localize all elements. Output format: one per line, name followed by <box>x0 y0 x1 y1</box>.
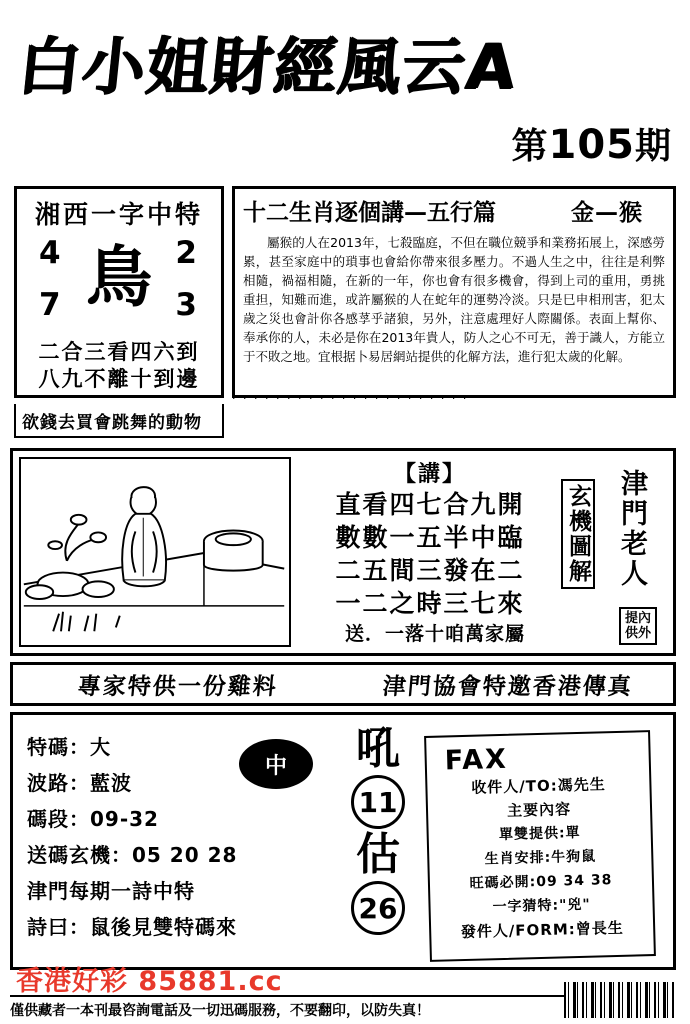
issue-number <box>511 118 672 169</box>
article-title: 十二生肖逐個講—五行篇 <box>243 200 496 226</box>
xiangxi-big-character: 鳥 <box>86 238 152 316</box>
laoren-label: 津門老人 <box>616 469 647 589</box>
zodiac-article <box>232 186 676 398</box>
tip-value: 大 <box>90 735 111 759</box>
howl-ball-bottom: 26 <box>351 881 405 935</box>
footer-disclaimer: 僅供藏者一本刊最咨詢電話及一切迅碼服務，不要翻印，以防失真！ <box>10 995 570 1020</box>
masthead <box>14 28 673 108</box>
verse-block <box>305 457 555 620</box>
tip-row <box>27 909 327 945</box>
xiangxi-line-2: 八九不離十到邊 <box>38 367 200 391</box>
middle-panel <box>10 448 676 656</box>
fax-subject: 主要內容 <box>506 800 572 820</box>
supply-badge: 提內供外 <box>619 607 657 645</box>
seal-icon <box>239 739 313 789</box>
verse-footer: 送．一落十咱萬家屬 <box>344 623 525 645</box>
banner-right-text: 津門協會特邀香港傳真 <box>381 672 635 700</box>
publication-title: 白小姐財經風云A <box>14 30 520 103</box>
article-subtitle: 金—猴 <box>571 200 643 226</box>
verse-line-4: 一二之時三七來 <box>335 589 525 618</box>
banner-left-text: 專家特供一份雞料 <box>76 672 280 700</box>
footer-brand <box>16 959 283 998</box>
tip-value: 鼠後見雙特碼來 <box>90 915 237 939</box>
verse-title: 【講】 <box>393 462 466 487</box>
dot-leader: · · · · · · · · · · · · · · · · · · · · · · <box>232 392 469 405</box>
issue-prefix-label: 第 <box>511 126 549 167</box>
howl-column <box>335 725 421 937</box>
xiangxi-number-4: 3 <box>175 287 197 323</box>
footer-brand-name: 香港好彩 <box>16 966 128 997</box>
xuanji-label: 玄機圖解 <box>561 479 595 589</box>
fax-content <box>424 730 656 955</box>
article-header <box>243 194 665 227</box>
tip-row <box>27 873 327 909</box>
howl-char-top: 吼 <box>356 723 400 774</box>
fax-detail-line: 生肖安排:牛狗鼠 <box>484 848 597 868</box>
verse-line-2: 數數一五半中臨 <box>335 523 525 552</box>
illustration <box>19 457 291 647</box>
fax-detail-line: 一字猜特:"兇" <box>492 896 591 916</box>
tip-value: 05 20 28 <box>132 843 238 867</box>
xiangxi-line-1: 二合三看四六到 <box>38 340 200 364</box>
tip-row <box>27 801 327 837</box>
seal-label: 中 <box>264 752 287 779</box>
fax-detail-line: 單雙提供:單 <box>498 824 581 844</box>
tip-key: 津門每期一詩中特 <box>27 879 195 903</box>
fax-sender: 發件人/FORM:曾長生 <box>460 918 624 942</box>
xiangxi-title: 湘西一字中特 <box>34 200 203 229</box>
xiangxi-number-3: 7 <box>39 287 61 323</box>
tip-row <box>27 837 327 873</box>
riddle-strip: 欲錢去買會跳舞的動物 <box>14 404 224 438</box>
howl-ball-top: 11 <box>351 775 405 829</box>
barcode <box>564 982 676 1018</box>
tip-key: 碼段： <box>27 807 90 831</box>
tip-value: 藍波 <box>90 771 132 795</box>
bottom-panel <box>10 712 676 970</box>
issue-suffix-label: 期 <box>634 126 672 167</box>
article-body: 屬猴的人在2013年，七殺臨庭，不但在職位競爭和業務拓展上，深感勞累，甚至家庭中的瑣事也會給你帶來很多壓力。不過人生之中，往往是利弊相隨，禍福相隨，在新的一年，你也會有很多機會，得到上司的重用，勇挑重担，知難而進，或許屬猴的人在蛇年的運勢冷淡。只是巳申相刑害，犯太歲之災也會計你各感莩乎諸狼，另外，注意處理好人際關係。表面上幫你、奉承你的人，未必是你在2013年貴人，防人之心不可无，善于識人，方能立于不敗之地。宜根据卜易居網站提供的化解方法，進行犯太歲的化解。 <box>243 235 665 364</box>
fax-title: FAX <box>444 743 509 777</box>
verse-line-3: 二五間三發在二 <box>335 556 525 585</box>
xiangxi-number-2: 2 <box>175 235 197 271</box>
fax-recipient: 收件人/TO:馮先生 <box>471 775 606 797</box>
xiangxi-number-grid <box>17 231 221 339</box>
xiangxi-number-1: 4 <box>39 235 61 271</box>
howl-char-mid: 估 <box>356 829 400 880</box>
footer-site-url: 85881.cc <box>138 966 283 997</box>
tip-key: 特碼： <box>27 735 90 759</box>
tip-key: 波路： <box>27 771 90 795</box>
issue-number-value: 105 <box>548 122 635 168</box>
tip-key: 送碼玄機： <box>27 843 132 867</box>
fax-card <box>427 733 653 959</box>
banner-row <box>10 662 676 706</box>
xiangxi-box <box>14 186 224 398</box>
tip-key: 詩曰： <box>27 915 90 939</box>
fax-detail-line: 旺碼必開:09 34 38 <box>469 872 613 892</box>
illustration-svg <box>21 459 289 645</box>
tip-value: 09-32 <box>90 807 159 831</box>
verse-line-1: 直看四七合九開 <box>335 490 525 519</box>
